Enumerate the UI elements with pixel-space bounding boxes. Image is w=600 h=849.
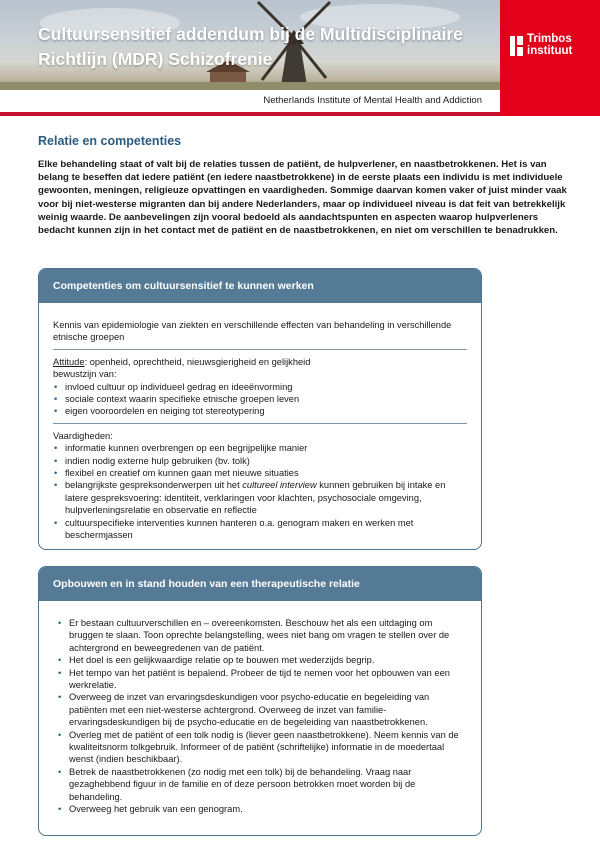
institute-subtitle: Netherlands Institute of Mental Health and Addiction <box>263 95 482 106</box>
therapeutic-relation-box <box>38 566 482 836</box>
list-item: • informatie kunnen overbrengen op een begrijpelijke manier <box>53 442 467 454</box>
list-item: • Overleg met de patiënt of een tolk nodig is (liever geen naastbetrokkene). Neem kennis van de kwaliteitsnorm tolkgebruik. Informeer of de patiënt (schriftelijke) informatie in de moedertaal wenst (indien beschikbaar). <box>57 729 467 766</box>
knowledge-text: Kennis van epidemiologie van ziekten en verschillende effecten van behandeling in verschillende etnische groepen <box>53 320 452 343</box>
intro-paragraph: Elke behandeling staat of valt bij de relaties tussen de patiënt, de hulpverlener, en naastbetrokkenen. Het is van belang te beseffen dat iedere patiënt (en iedere naastbetrokkene) in de eerste plaats een individu is met individuele gewoonten, meningen, religieuze opvattingen en vaardigheden. Sommige daarvan komen vaker of juist minder vaak voor bij niet-westerse migranten dan bij andere Nederlanders, maar op individueel niveau is dat feit van betrekkelijk weinig waarde. De aanbevelingen zijn vooral bedoeld als aandachtspunten en aspecten waarop hulpverleners bedacht kunnen zijn in het contact met de patiënt en de naastbetrokkenen, en niet om verschillen te benadrukken. <box>38 159 567 237</box>
trimbos-logo <box>500 0 600 116</box>
competencies-box <box>38 268 482 550</box>
trimbos-logo-text: Trimbos instituut <box>527 33 573 57</box>
title-line-2: Richtlijn (MDR) Schizofrenie <box>38 49 273 69</box>
title-line-1: Cultuursensitief addendum bij de Multidisciplinaire <box>38 24 463 44</box>
list-item: • Het doel is een gelijkwaardige relatie op te bouwen met wederzijds begrip. <box>57 654 467 666</box>
list-item: • Er bestaan cultuurverschillen en – overeenkomsten. Beschouw het als een uitdaging om bruggen te slaan. Toon oprechte belangstelling, wees niet bang om vragen te stellen over de achtergrond en beweegredenen van de patiënt. <box>57 617 467 654</box>
therapeutic-relation-box-heading: Opbouwen en in stand houden van een therapeutische relatie <box>39 567 481 601</box>
list-item: • Overweeg het gebruik van een genogram. <box>57 803 467 815</box>
therapeutic-relation-box-body <box>39 601 481 826</box>
list-item: • Betrek de naastbetrokkenen (zo nodig met een tolk) bij de behandeling. Vraag naar gezaghebbend figuur in de familie en of deze persoon betrokken moet worden bij de behandeling. <box>57 766 467 803</box>
awareness-label: bewustzijn van: <box>53 369 117 380</box>
divider <box>53 423 467 424</box>
skills-list <box>53 442 467 541</box>
competencies-box-body <box>39 303 481 550</box>
list-item: • Het tempo van het patiënt is bepalend. Probeer de tijd te nemen voor het opbouwen van een werkrelatie. <box>57 667 467 692</box>
awareness-list <box>53 381 467 418</box>
competencies-box-heading: Competenties om cultuursensitief te kunnen werken <box>39 269 481 303</box>
attitude-line: Attitude: openheid, oprechtheid, nieuwsgierigheid en gelijkheid <box>53 356 311 367</box>
list-item: • eigen vooroordelen en neiging tot stereotypering <box>53 405 467 417</box>
skills-label: Vaardigheden: <box>53 430 113 441</box>
list-item: • belangrijkste gespreksonderwerpen uit het cultureel interview kunnen gebruiken bij intake en latere gespreksvoering: identiteit, verklaringen voor klachten, psychosociale omgeving, hulpverleningsrelatie en observatie en reflectie <box>53 479 467 516</box>
document-title <box>38 22 498 72</box>
section-title: Relatie en competenties <box>38 134 182 148</box>
divider <box>53 349 467 350</box>
therapeutic-relation-list <box>53 617 467 816</box>
list-item: • indien nodig externe hulp gebruiken (bv. tolk) <box>53 455 467 467</box>
list-item: • flexibel en creatief om kunnen gaan met nieuwe situaties <box>53 467 467 479</box>
list-item: • cultuurspecifieke interventies kunnen hanteren o.a. genogram maken en werken met beschermjassen <box>53 517 467 542</box>
list-item: • sociale context waarin specifieke etnische groepen leven <box>53 393 467 405</box>
list-item: • Overweeg de inzet van ervaringsdeskundigen voor psycho-educatie en begeleiding van patiënten met een niet-westerse achtergrond. Overweeg de inzet van familie-ervaringsdeskundigen bij de psycho-educatie en de begeleiding van naastbetrokkenen. <box>57 691 467 728</box>
list-item: • invloed cultuur op individueel gedrag en ideeënvorming <box>53 381 467 393</box>
trimbos-logo-mark-icon <box>510 36 523 56</box>
